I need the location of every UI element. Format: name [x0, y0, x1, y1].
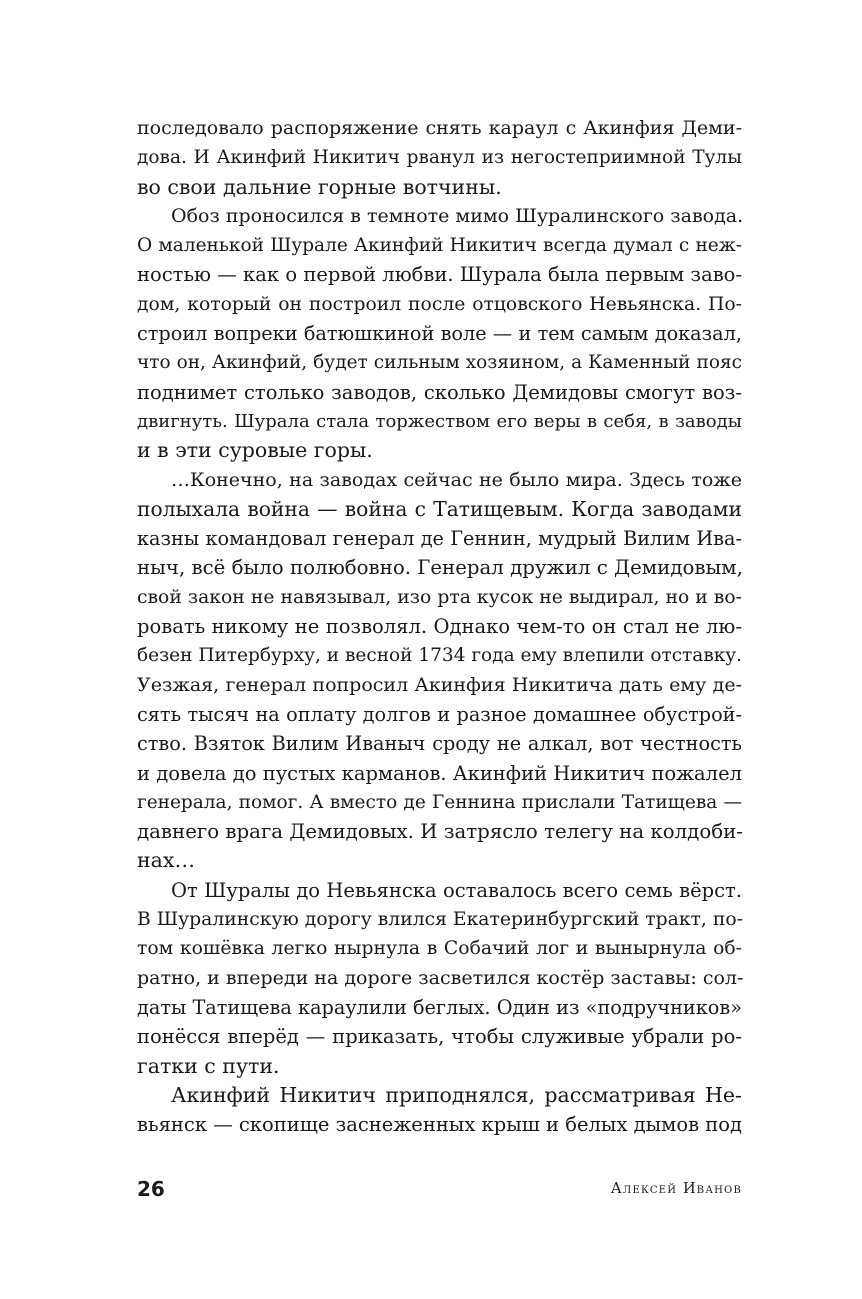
text-line: От Шуралы до Невьянска оставалось всего семь вёрст.	[171, 878, 742, 902]
text-line: и довела до пустых карманов. Акинфий Никитич пожалел	[137, 761, 742, 785]
text-line: вьянск — скопище заснеженных крыш и белых дымов под	[137, 1113, 742, 1137]
text-line: Акинфий Никитич приподнялся, рассматривая Не-	[171, 1082, 742, 1107]
text-line: генерала, помог. А вместо де Геннина прислали Татищева —	[137, 791, 742, 813]
text-line: во свои дальние горные вотчины.	[137, 174, 502, 199]
text-line: ностью — как о первой любви. Шурала была первым заво-	[137, 263, 742, 287]
text-line: казны командовал генерал де Геннин, мудрый Вилим Ива-	[137, 527, 742, 551]
text-line: сять тысяч на оплату долгов и разное домашнее обустрой-	[137, 702, 742, 726]
text-line: ратно, и впереди на дороге засветился костёр заставы: сол-	[137, 966, 744, 989]
text-line: ство. Взяток Вилим Иваныч сроду не алкал, вот честность	[137, 732, 742, 756]
text-line: давнего врага Демидовых. И затрясло телегу на колдоби-	[137, 820, 743, 844]
text-line: нах…	[137, 848, 195, 873]
text-line: понёсся вперёд — приказать, чтобы служивые убрали ро-	[137, 1025, 742, 1049]
text-line: поднимет столько заводов, сколько Демидовы смогут воз-	[137, 380, 742, 404]
text-line: что он, Акинфий, будет сильным хозяином, а Каменный пояс	[137, 352, 742, 374]
text-line: дова. И Акинфий Никитич рванул из негостеприимной Тулы	[137, 147, 742, 169]
text-line: даты Татищева караулили беглых. Один из «подручников»	[137, 995, 742, 1019]
text-line: ровать никому не позволял. Однако чем-то он стал не лю-	[137, 615, 742, 639]
text-line: В Шуралинскую дорогу влился Екатеринбургский тракт, по-	[137, 909, 743, 931]
text-line: …Конечно, на заводах сейчас не было мира. Здесь тоже	[171, 468, 742, 491]
text-line: последовало распоряжение снять караул с Акинфия Деми-	[137, 117, 742, 139]
text-line: свой закон не навязывал, изо рта кусок не выдирал, но и во-	[137, 586, 742, 608]
text-line: том кошёвка легко нырнула в Собачий лог и вынырнула об-	[137, 938, 742, 960]
text-line: двигнуть. Шурала стала торжеством его веры в себя, в заводы	[137, 410, 742, 432]
text-line: гатки с пути.	[137, 1053, 280, 1078]
text-line: дом, который он построил после отцовского Невьянска. По-	[137, 293, 742, 315]
text-line: О маленькой Шурале Акинфий Никитич всегда думал с неж-	[137, 235, 742, 257]
page-footer	[137, 1174, 742, 1204]
page-number: 26	[137, 1177, 165, 1201]
body-text	[137, 114, 742, 1139]
text-line: и в эти суровые горы.	[137, 438, 373, 463]
text-line: полыхала война — война с Татищевым. Когда заводами	[137, 496, 742, 521]
text-line: Обоз проносился в темноте мимо Шуралинского завода.	[171, 204, 744, 227]
text-line: Уезжая, генерал попросил Акинфия Никитича дать ему де-	[137, 673, 742, 696]
text-line: ныч, всё было полюбовно. Генерал дружил с Демидовым,	[137, 556, 743, 580]
text-line: строил вопреки батюшкиной воле — и тем самым доказал,	[137, 322, 742, 346]
text-line: безен Питербурху, и весной 1734 года ему влепили отставку.	[137, 645, 743, 667]
running-head-author: Алексей Иванов	[610, 1181, 742, 1197]
